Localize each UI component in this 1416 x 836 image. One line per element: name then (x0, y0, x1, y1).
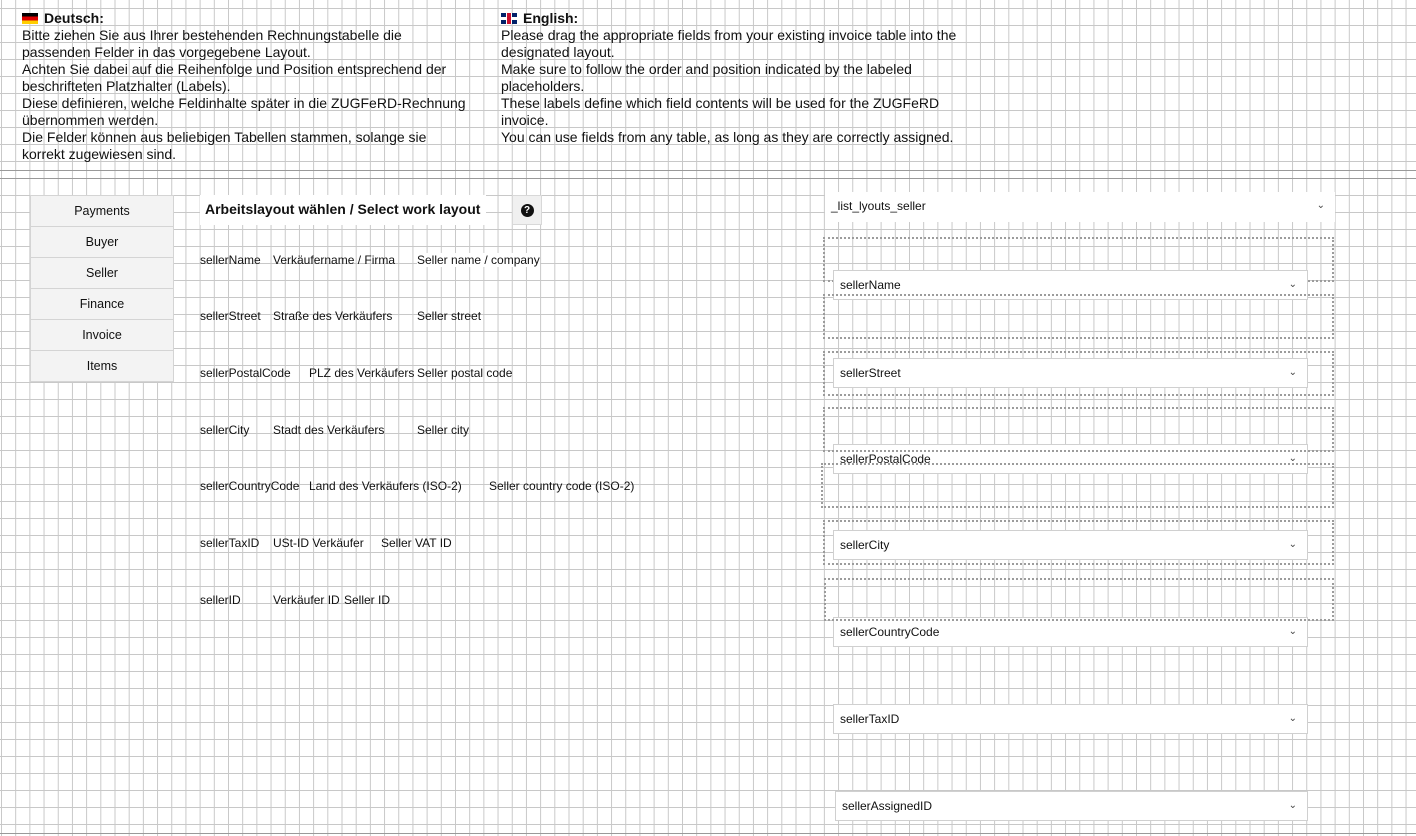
field-drop-zone[interactable] (823, 520, 1334, 565)
nav-invoice-button[interactable]: Invoice (31, 320, 173, 351)
uk-flag-icon (501, 13, 517, 24)
field-drop-zone[interactable] (823, 294, 1334, 339)
select-value: sellerCity (840, 538, 890, 552)
intro-german-line: korrekt zugewiesen sind. (22, 146, 177, 162)
intro-german (22, 10, 492, 163)
intro-german-line: Die Felder können aus beliebigen Tabellen stammen, solange sie (22, 129, 427, 145)
field-drop-zone[interactable] (823, 351, 1334, 396)
question-circle-icon: ? (521, 204, 534, 217)
intro-german-line: passenden Felder in das vorgegebene Layout. (22, 44, 311, 60)
seller-country-code-select[interactable] (833, 617, 1308, 647)
field-key: sellerName (200, 253, 261, 267)
field-key: sellerID (200, 593, 241, 607)
field-de-label: PLZ des Verkäufers (309, 366, 415, 380)
field-en-label: Seller ID (344, 593, 391, 607)
seller-id-select[interactable] (835, 791, 1308, 821)
page-title: Arbeitslayout wählen / Select work layout (200, 195, 486, 225)
chevron-down-icon: ⌄ (1288, 539, 1297, 550)
field-en-label: Seller VAT ID (381, 536, 452, 550)
chevron-down-icon: ⌄ (1288, 279, 1297, 290)
help-button[interactable] (512, 195, 542, 225)
field-en-label: Seller country code (ISO-2) (489, 479, 635, 493)
intro-english-line: Make sure to follow the order and position indicated by the labeled (501, 61, 912, 77)
intro-german-line: übernommen werden. (22, 112, 159, 128)
select-value: sellerPostalCode (840, 452, 931, 466)
intro-german-line: beschrifteten Platzhalter (Labels). (22, 78, 231, 94)
field-de-label: Land des Verkäufers (ISO-2) (309, 479, 462, 493)
nav-buyer-button[interactable]: Buyer (31, 227, 173, 258)
intro-english-line: You can use fields from any table, as long as they are correctly assigned. (501, 129, 954, 145)
intro-german-line: Diese definieren, welche Feldinhalte später in die ZUGFeRD-Rechnung (22, 95, 466, 111)
select-value: sellerAssignedID (842, 799, 933, 813)
intro-german-line: Bitte ziehen Sie aus Ihrer bestehenden Rechnungstabelle die (22, 27, 402, 43)
chevron-down-icon: ⌄ (1288, 800, 1297, 811)
intro-german-heading: Deutsch: (22, 10, 492, 27)
layout-select-value: _list_lyouts_seller (831, 199, 926, 213)
layout-select[interactable] (825, 192, 1335, 222)
intro-english-heading: English: (501, 10, 991, 27)
select-value: sellerCountryCode (840, 625, 940, 639)
field-drop-zone[interactable] (824, 578, 1334, 621)
german-flag-icon (22, 13, 38, 24)
field-de-label: USt-ID Verkäufer (273, 536, 364, 550)
section-nav (30, 195, 174, 382)
select-value: sellerTaxID (840, 712, 900, 726)
select-value: sellerStreet (840, 366, 901, 380)
intro-english (501, 10, 991, 146)
intro-english-line: designated layout. (501, 44, 615, 60)
chevron-down-icon: ⌄ (1316, 200, 1325, 211)
nav-seller-button[interactable]: Seller (31, 258, 173, 289)
field-key: sellerCity (200, 423, 250, 437)
field-de-label: Verkäufer ID (273, 593, 340, 607)
intro-english-line: These labels define which field contents will be used for the ZUGFeRD (501, 95, 940, 111)
nav-payments-button[interactable]: Payments (31, 196, 173, 227)
nav-items-button[interactable]: Items (31, 351, 173, 381)
field-drop-zone[interactable] (823, 407, 1334, 452)
field-key: sellerCountryCode (200, 479, 300, 493)
field-en-label: Seller street (417, 309, 482, 323)
select-value: sellerName (840, 278, 901, 292)
field-de-label: Verkäufername / Firma (273, 253, 396, 267)
chevron-down-icon: ⌄ (1288, 626, 1297, 637)
field-drop-zone[interactable] (821, 463, 1334, 508)
field-key: sellerPostalCode (200, 366, 291, 380)
field-key: sellerStreet (200, 309, 261, 323)
field-en-label: Seller name / company (417, 253, 540, 267)
nav-finance-button[interactable]: Finance (31, 289, 173, 320)
part-divider (0, 178, 1416, 179)
field-de-label: Stadt des Verkäufers (273, 423, 385, 437)
part-divider (0, 170, 1416, 171)
field-en-label: Seller postal code (417, 366, 513, 380)
field-key: sellerTaxID (200, 536, 260, 550)
intro-german-line: Achten Sie dabei auf die Reihenfolge und Position entsprechend der (22, 61, 447, 77)
chevron-down-icon: ⌄ (1288, 713, 1297, 724)
intro-english-line: placeholders. (501, 78, 585, 94)
part-divider (0, 833, 1416, 834)
field-en-label: Seller city (417, 423, 470, 437)
seller-tax-id-select[interactable] (833, 704, 1308, 734)
chevron-down-icon: ⌄ (1288, 453, 1297, 464)
intro-english-line: Please drag the appropriate fields from your existing invoice table into the (501, 27, 957, 43)
intro-english-line: invoice. (501, 112, 549, 128)
chevron-down-icon: ⌄ (1288, 367, 1297, 378)
field-de-label: Straße des Verkäufers (273, 309, 393, 323)
